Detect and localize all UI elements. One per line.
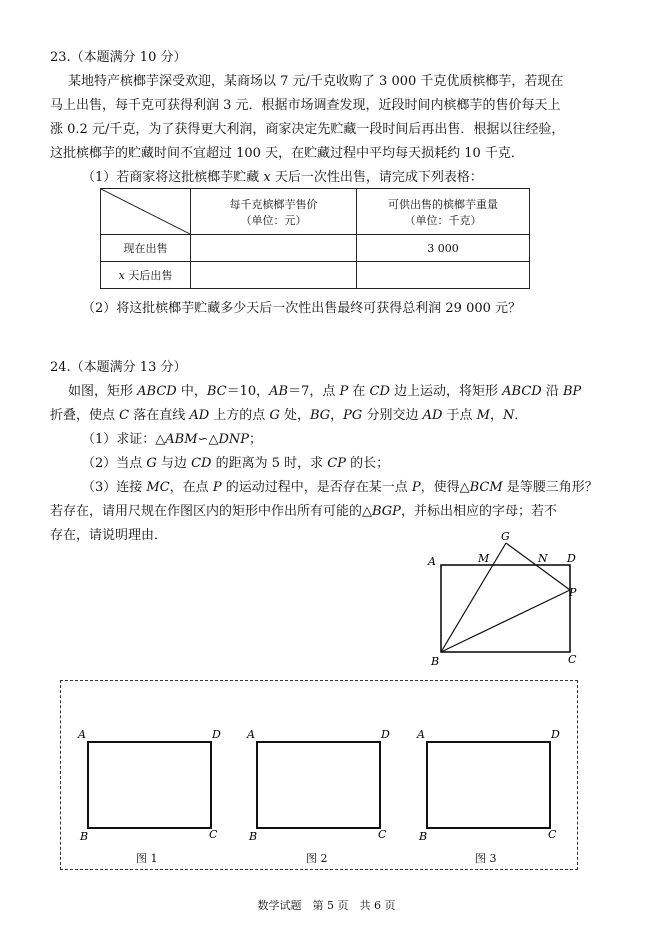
row-now-weight-cell: 3 000 — [357, 235, 530, 262]
q24-part-2 — [82, 455, 389, 473]
header-price-line-1: 每千克槟榔芋售价 — [229, 197, 318, 211]
math-variable: CD — [191, 456, 212, 471]
text-segment: 在 — [348, 384, 370, 399]
text-segment: 若存在，请用尺规在作图区内的矩形中作出所有可能的△ — [50, 504, 372, 519]
row-later-label-text: 天后出售 — [124, 269, 173, 282]
math-variable: G — [146, 456, 157, 471]
figure-2-label-c: C — [378, 828, 387, 841]
header-weight-line-2: （单位：千克） — [404, 213, 482, 227]
q23-paragraph-line-4: 这批槟榔芋的贮藏时间不宜超过 100 天，在贮藏过程中平均每天损耗约 10 千克． — [50, 146, 524, 161]
row-later-price-cell[interactable] — [191, 262, 357, 289]
text-segment: ，在点 — [169, 480, 213, 495]
q23-part-1-var-x: x — [263, 170, 271, 185]
row-now-price-cell[interactable] — [191, 235, 357, 262]
figure-1-rectangle — [88, 742, 211, 828]
math-variable: BCM — [469, 480, 503, 495]
figure-3-rectangle — [427, 742, 550, 828]
label-p: P — [569, 586, 577, 599]
math-variable: BP — [562, 384, 582, 399]
figure-1-caption: 图 1 — [136, 852, 158, 865]
text-segment: （3）连接 — [82, 480, 147, 495]
text-segment: 的运动过程中，是否存在某一点 — [221, 480, 412, 495]
text-segment: 沿 — [541, 384, 563, 399]
math-variable: P — [411, 480, 421, 495]
text-segment: ∽△ — [197, 432, 219, 447]
text-segment: 处， — [279, 408, 310, 423]
math-variable: M — [476, 408, 490, 423]
math-variable: AB — [269, 384, 289, 399]
text-segment: ， — [330, 408, 344, 423]
figure-1-label-c: C — [209, 828, 218, 841]
q23-header: 23.（本题满分 10 分） — [50, 50, 187, 65]
q24-part-3 — [82, 479, 598, 497]
text-segment: 折叠，使点 — [50, 408, 120, 423]
figure-3-caption: 图 3 — [475, 852, 497, 865]
math-variable: G — [269, 408, 280, 423]
math-variable: BGP — [372, 504, 401, 519]
label-b: B — [431, 655, 440, 668]
text-segment: ＝10， — [226, 384, 270, 399]
text-segment: 分别交边 — [362, 408, 423, 423]
figure-1-label-a: A — [78, 728, 86, 741]
figure-2-label-b: B — [249, 830, 258, 843]
text-segment: 是等腰三角形？ — [502, 480, 598, 495]
q23-answer-table — [100, 188, 530, 289]
figure-2-label-a: A — [247, 728, 255, 741]
q23-part-1-text-b: 天后一次性出售，请完成下列表格： — [270, 170, 483, 185]
math-variable: BG — [309, 408, 331, 423]
figure-3-label-d: D — [551, 728, 560, 741]
text-segment: ； — [248, 432, 262, 447]
segment-gp — [506, 543, 570, 590]
math-variable: DNP — [218, 432, 249, 447]
segment-bg — [441, 543, 506, 652]
q23-paragraph-line-1: 某地特产槟榔芋深受欢迎，某商场以 7 元/千克收购了 3 000 千克优质槟榔芋，若现在 — [68, 74, 564, 89]
math-variable: C — [119, 408, 130, 423]
row-later-var-x: x — [118, 269, 125, 282]
text-segment: （1）求证：△ — [82, 432, 166, 447]
math-variable: CD — [369, 384, 390, 399]
q23-part-2: （2）将这批槟榔芋贮藏多少天后一次性出售最终可获得总利润 29 000 元？ — [82, 301, 522, 316]
label-g: G — [501, 530, 510, 543]
label-n: N — [538, 552, 548, 565]
row-now-label: 现在出售 — [101, 235, 191, 262]
math-variable: MC — [146, 480, 170, 495]
text-segment: 与边 — [156, 456, 192, 471]
segment-bp — [441, 590, 570, 652]
page-footer: 数学试题 第 5 页 共 6 页 — [257, 899, 396, 912]
text-segment: 中， — [176, 384, 207, 399]
figure-3-label-c: C — [548, 828, 557, 841]
diagonal-line — [101, 189, 190, 234]
math-variable: ABCD — [502, 384, 542, 399]
figure-3[interactable] — [411, 726, 571, 844]
math-variable: ABCD — [137, 384, 177, 399]
math-variable: P — [339, 384, 349, 399]
row-later-label — [101, 262, 191, 289]
math-variable: CP — [327, 456, 346, 471]
label-m: M — [478, 552, 490, 565]
label-d: D — [567, 552, 576, 565]
math-variable: P — [212, 480, 222, 495]
figure-2-caption: 图 2 — [306, 852, 328, 865]
figure-1[interactable] — [72, 726, 232, 844]
figure-1-label-b: B — [80, 830, 89, 843]
text-segment: （2）当点 — [82, 456, 147, 471]
figure-2-rectangle — [257, 742, 380, 828]
text-segment: ， — [489, 408, 503, 423]
text-segment: ． — [514, 408, 528, 423]
text-segment: 的长； — [345, 456, 390, 471]
text-segment: 如图，矩形 — [68, 384, 138, 399]
text-segment: ＝7，点 — [288, 384, 340, 399]
text-segment: 落在直线 — [129, 408, 190, 423]
math-variable: N — [502, 408, 515, 423]
math-variable: BC — [206, 384, 227, 399]
figure-3-label-b: B — [419, 830, 428, 843]
figure-2-label-d: D — [381, 728, 390, 741]
folding-figure — [420, 528, 590, 670]
figure-2[interactable] — [241, 726, 401, 844]
label-c: C — [568, 653, 577, 666]
text-segment: 的距离为 5 时，求 — [211, 456, 328, 471]
q23-paragraph-line-3: 涨 0.2 元/千克，为了获得更大利润，商家决定先贮藏一段时间后再出售．根据以往经验， — [50, 122, 565, 137]
q24-header: 24.（本题满分 13 分） — [50, 360, 187, 375]
q23-part-1 — [82, 169, 483, 187]
table-corner-cell — [101, 189, 191, 235]
q23-paragraph-line-2: 马上出售，每千克可获得利润 3 元．根据市场调查发现，近段时间内槟榔芋的售价每天上 — [50, 98, 561, 113]
header-price-line-2: （单位：元） — [240, 213, 307, 227]
q24-part-1 — [82, 431, 262, 449]
q23-part-1-text-a: （1）若商家将这批槟榔芋贮藏 — [82, 170, 264, 185]
math-variable: AD — [422, 408, 443, 423]
header-weight-line-1: 可供出售的槟榔芋重量 — [388, 197, 498, 211]
table-header-price — [191, 189, 357, 235]
q24-part-3-cont — [50, 503, 557, 521]
text-segment: 上方的点 — [209, 408, 270, 423]
q24-part-3-end: 存在，请说明理由． — [50, 528, 168, 543]
figure-3-label-a: A — [417, 728, 425, 741]
text-segment: 边上运动，将矩形 — [389, 384, 503, 399]
q24-line-2 — [50, 407, 527, 425]
figure-1-label-d: D — [212, 728, 221, 741]
text-segment: 于点 — [442, 408, 477, 423]
math-variable: AD — [189, 408, 210, 423]
text-segment: ，使得△ — [420, 480, 470, 495]
text-segment: ，并标出相应的字母；若不 — [400, 504, 557, 519]
rectangle-abcd — [441, 565, 570, 652]
table-header-weight — [357, 189, 530, 235]
q24-line-1 — [68, 383, 581, 401]
math-variable: PG — [343, 408, 363, 423]
label-a: A — [428, 555, 436, 568]
row-later-weight-cell[interactable] — [357, 262, 530, 289]
math-variable: ABM — [165, 432, 198, 447]
